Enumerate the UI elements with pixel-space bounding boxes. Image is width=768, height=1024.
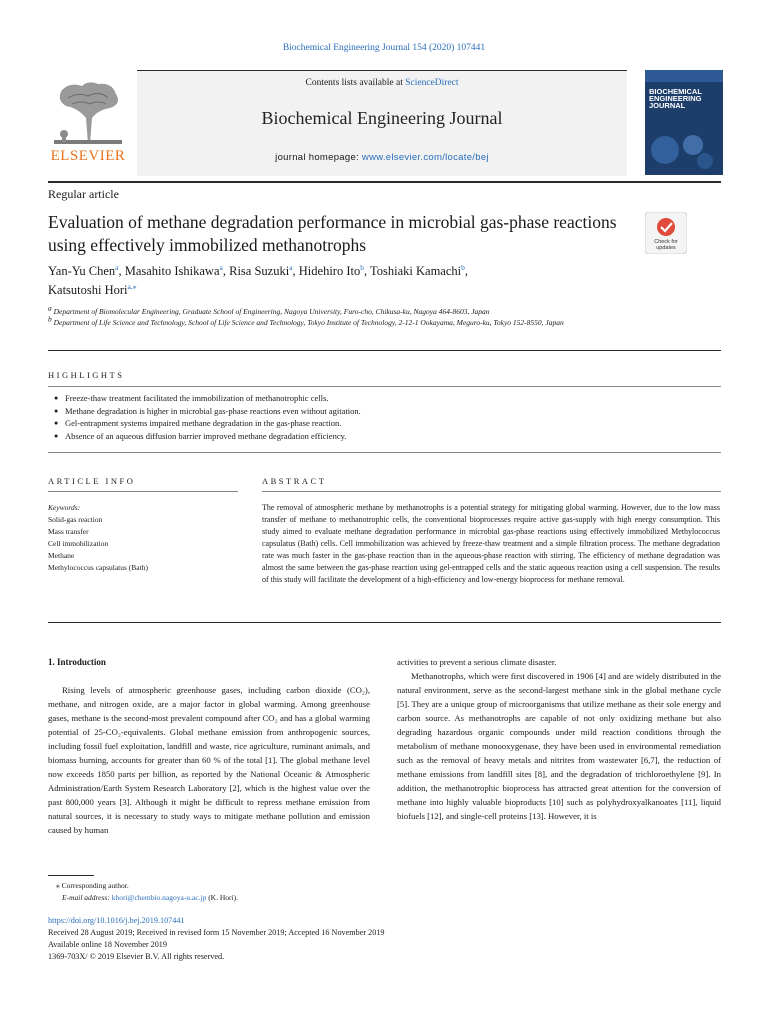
bibliographic-info <box>48 915 548 963</box>
body-left-column <box>48 655 370 837</box>
highlight-item: ● Methane degradation is higher in microbial gas-phase reactions even without agitation. <box>54 405 714 418</box>
received-dates: Received 28 August 2019; Received in revised form 15 November 2019; Accepted 16 November 2019 <box>48 928 385 937</box>
elsevier-wordmark: ELSEVIER <box>50 148 126 164</box>
highlight-item: ● Absence of an aqueous diffusion barrier improved methane degradation efficiency. <box>54 430 714 443</box>
journal-cover-thumbnail[interactable] <box>645 70 723 175</box>
section-heading: 1. Introduction <box>48 657 106 667</box>
author[interactable]: Yan-Yu Chen$^a$ <box>48 262 119 278</box>
highlight-item: ● Freeze-thaw treatment facilitated the immobilization of methanotrophic cells. <box>54 392 714 405</box>
divider <box>48 350 721 351</box>
contents-prefix: Contents lists available at <box>305 78 406 88</box>
author[interactable]: Katsutoshi Hori$^{a,⁎}$ <box>48 281 137 297</box>
journal-title: Biochemical Engineering Journal <box>261 108 503 128</box>
author[interactable]: Risa Suzuki$^a$ <box>229 262 293 278</box>
divider <box>48 452 721 453</box>
keyword: Methane <box>48 551 75 560</box>
cover-top-band <box>645 70 723 82</box>
cover-title: BIOCHEMICAL ENGINEERING JOURNAL <box>649 87 702 110</box>
copyright: 1369-703X/ © 2019 Elsevier B.V. All rights reserved. <box>48 952 225 961</box>
keyword: Methylococcus capsulatus (Bath) <box>48 563 148 572</box>
author[interactable]: Masahito Ishikawa$^a$ <box>124 262 223 278</box>
journal-homepage-line <box>137 152 627 163</box>
email-line: E-mail address: khori@chembio.nagoya-u.ac.jp (K. Hori). <box>62 893 238 902</box>
footnotes <box>48 880 368 904</box>
keyword: Cell immobilization <box>48 539 109 548</box>
keyword: Solid-gas reaction <box>48 515 103 524</box>
cover-graphic <box>645 125 723 175</box>
body-paragraph: Methanotrophs, which were first discovered in 1906 [4] and are widely distributed in the natural environment, serve as the second-largest methane sink in the global methane cycle [5]. They are a unique group of microorganisms that utilize methane as their sole energy and carbon source. As methanotrophs are capable of not only oxidizing methane but also degrading hazardous organic compounds under mild reaction conditions through the metabolism of methane monooxygenase, they have been used in environmental remediation such as the removal of heavy metals and nitrites from wastewater [6,7], the reduction of methane emissions from landfill sites [8], and the degradation of trichloroethylene [9]. In addition, the methanotrophic bioprocess has attracted great attention for the conversion of methane into highly valuable bioproducts [10] such as polyhydroxyalkanoates [11], liquid biofuels [12], and single-cell proteins [13]. However, it is <box>397 671 721 821</box>
homepage-prefix: journal homepage: <box>275 152 362 163</box>
affiliation: $^b$ Department of Life Science and Technology, School of Life Science and Technology, Tokyo Institute of Technology, 2-12-1 Ookayama, Meguro-ku, Tokyo 152-8550, Japan <box>48 314 564 327</box>
divider <box>48 491 238 492</box>
corresponding-author-note: ⁎ Corresponding author. <box>56 881 129 890</box>
sciencedirect-link[interactable]: ScienceDirect <box>405 78 459 88</box>
header-divider <box>48 181 721 183</box>
footnote-rule <box>48 875 94 876</box>
journal-citation[interactable]: Biochemical Engineering Journal 154 (2020) 107441 <box>282 43 486 53</box>
check-for-updates-icon[interactable] <box>645 212 687 254</box>
article-info-heading: ARTICLE INFO <box>48 476 136 486</box>
highlights-list <box>54 392 714 442</box>
divider <box>48 386 721 387</box>
affiliation: $^a$ Department of Biomolecular Engineering, Graduate School of Engineering, Nagoya University, Furo-cho, Chikusa-ku, Nagoya 464-8603, Japan <box>48 303 490 316</box>
contents-available-line <box>137 78 627 88</box>
doi-link[interactable]: https://doi.org/10.1016/j.bej.2019.107441 <box>48 916 185 925</box>
svg-text:Check for: Check for <box>654 239 678 245</box>
email-link[interactable]: khori@chembio.nagoya-u.ac.jp <box>111 893 207 902</box>
keywords-label: Keywords: <box>48 503 81 512</box>
divider <box>48 622 721 623</box>
body-paragraph: Rising levels of atmospheric greenhouse gases, including carbon dioxide (CO₂), methane, and nitrogen oxide, are a major factor in global warming. Among greenhouse gases, methane is the second-most prevalent compound after CO₂ and has a global warming potential of 25-CO₂-equivalents. Global methane emission from anthropogenic sources, including fossil fuel exploitation, landfill and waste, rice agriculture, ruminant animals, and biomass burning, accounts for greater than 60 % of the total [1]. The global methane level now exceeds 1850 parts per billion, as reported by the National Oceanic & Atmospheric Administration/Earth System Research Laboratory [2], which is the highest value over the past 800,000 years [3]. Although it might be difficult to repress methane emission from natural sources, it is necessary to study ways to mitigate methane pollution and emission caused by human <box>48 685 370 835</box>
divider <box>262 491 721 492</box>
keyword: Mass transfer <box>48 527 89 536</box>
highlights-heading: HIGHLIGHTS <box>48 370 125 380</box>
article-title: Evaluation of methane degradation performance in microbial gas-phase reactions using effectively immobilized methanotrophs <box>48 212 617 255</box>
abstract-text: The removal of atmospheric methane by methanotrophs is a potential strategy for mitigating global warming. However, due to the low mass transfer of methane to methanotrophic cells, the conventional bioprocesses require active gas-supply with high energy consumption. This study aimed to evaluate methane degradation performance in microbial gas-phase reactions using effectively immobilized Methylococcus capsulatus (Bath) cells. Cell immobilization was achieved by freeze-thaw treatment and a simple filtration process. The methane degradation rate was much faster in the gas-phase reaction than in the aqueous-phase reaction with stirring. The efficiency of methane degradation was almost the same between the gas-phase reaction using gel-entrapped cells and the static aqueous reaction using a cell suspension. The results of this study will facilitate the development of a high-efficiency and low-energy bioprocess for methane removal. <box>262 503 720 584</box>
article-type: Regular article <box>48 187 119 201</box>
abstract-heading: ABSTRACT <box>262 476 327 486</box>
author[interactable]: Toshiaki Kamachi$^b$ <box>370 262 465 278</box>
svg-text:updates: updates <box>656 245 676 251</box>
keywords-block <box>48 502 238 574</box>
available-online: Available online 18 November 2019 <box>48 940 167 949</box>
homepage-link[interactable]: www.elsevier.com/locate/bej <box>361 152 489 163</box>
author-list: Yan-Yu Chen$^a$, Masahito Ishikawa$^a$, Risa Suzuki$^a$, Hidehiro Ito$^b$, Toshiaki Kamachi$^b$, Katsutoshi Hori$^{a,⁎}$ <box>48 262 469 297</box>
body-right-column <box>397 655 721 823</box>
highlight-item: ● Gel-entrapment systems impaired methane degradation in the gas-phase reaction. <box>54 417 714 430</box>
author[interactable]: Hidehiro Ito$^b$ <box>298 262 364 278</box>
body-paragraph: activities to prevent a serious climate disaster. <box>397 657 557 667</box>
